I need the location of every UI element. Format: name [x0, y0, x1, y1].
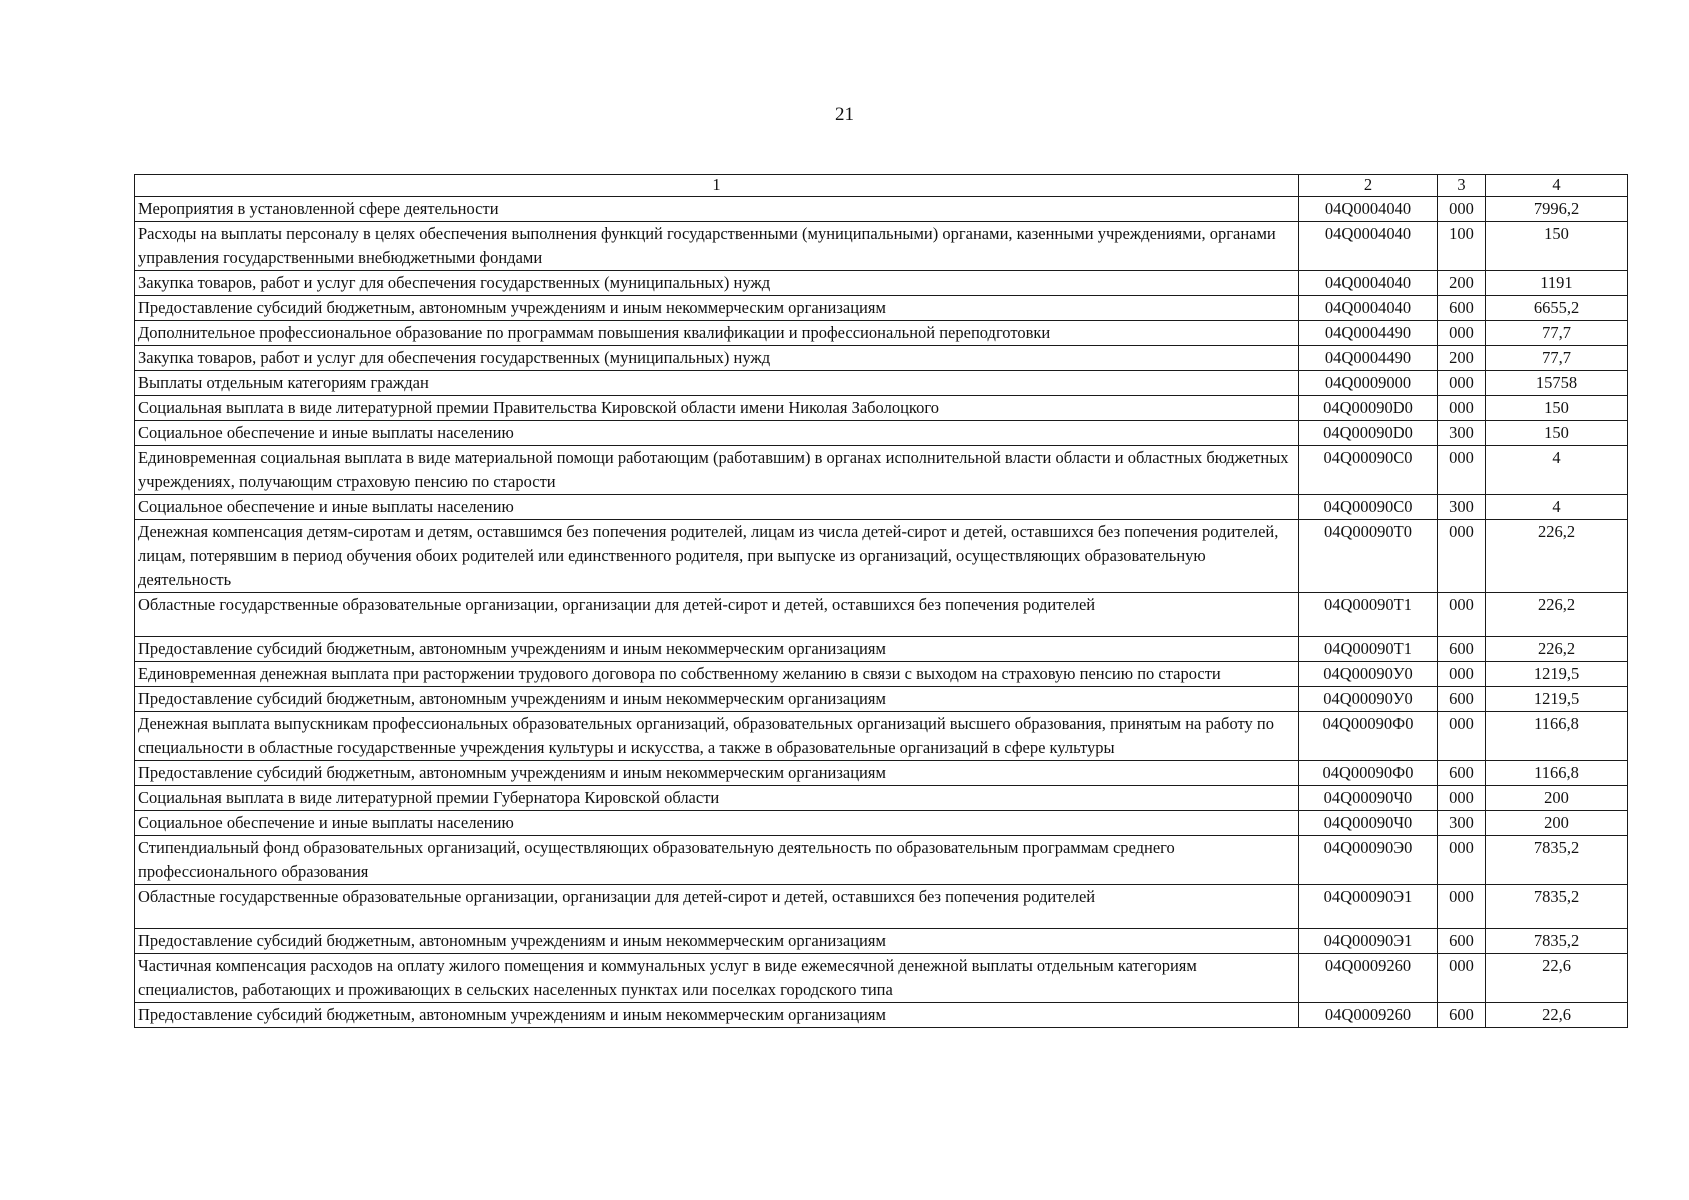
row-name-cell: Мероприятия в установленной сфере деятельности — [135, 197, 1299, 222]
table-row — [135, 662, 1628, 687]
row-name-cell: Социальное обеспечение и иные выплаты населению — [135, 811, 1299, 836]
row-code-cell: 04Q00090Ч0 — [1299, 811, 1438, 836]
table-row — [135, 495, 1628, 520]
row-type-cell: 600 — [1438, 929, 1486, 954]
row-code-cell: 04Q0009260 — [1299, 954, 1438, 1003]
row-name-cell: Стипендиальный фонд образовательных организаций, осуществляющих образовательную деятельность по образовательным программам среднего профессионального образования — [135, 836, 1299, 885]
row-type-cell: 600 — [1438, 637, 1486, 662]
header-col-2: 2 — [1299, 175, 1438, 197]
row-sum-cell: 150 — [1486, 396, 1628, 421]
row-sum-cell: 77,7 — [1486, 321, 1628, 346]
row-name-cell: Предоставление субсидий бюджетным, автономным учреждениям и иным некоммерческим организациям — [135, 637, 1299, 662]
row-sum-cell: 1219,5 — [1486, 662, 1628, 687]
table-row — [135, 687, 1628, 712]
table-row — [135, 321, 1628, 346]
row-type-cell: 000 — [1438, 712, 1486, 761]
row-type-cell: 000 — [1438, 321, 1486, 346]
row-sum-cell: 4 — [1486, 495, 1628, 520]
row-code-cell: 04Q0004040 — [1299, 271, 1438, 296]
row-sum-cell: 226,2 — [1486, 637, 1628, 662]
row-sum-cell: 22,6 — [1486, 954, 1628, 1003]
row-name-cell: Закупка товаров, работ и услуг для обеспечения государственных (муниципальных) нужд — [135, 271, 1299, 296]
row-sum-cell: 200 — [1486, 786, 1628, 811]
row-name-cell: Частичная компенсация расходов на оплату жилого помещения и коммунальных услуг в виде ежемесячной денежной выплаты отдельным категориям специалистов, работающих и проживающих в сельских населенных пунктах или поселках городского типа — [135, 954, 1299, 1003]
row-sum-cell: 15758 — [1486, 371, 1628, 396]
row-code-cell: 04Q0004490 — [1299, 346, 1438, 371]
table-row — [135, 637, 1628, 662]
row-type-cell: 000 — [1438, 197, 1486, 222]
table-row — [135, 421, 1628, 446]
row-sum-cell: 22,6 — [1486, 1003, 1628, 1028]
row-type-cell: 300 — [1438, 811, 1486, 836]
row-type-cell: 600 — [1438, 687, 1486, 712]
row-code-cell: 04Q00090T1 — [1299, 593, 1438, 637]
table-row — [135, 811, 1628, 836]
row-type-cell: 000 — [1438, 396, 1486, 421]
table-row — [135, 446, 1628, 495]
row-type-cell: 200 — [1438, 346, 1486, 371]
table-row — [135, 761, 1628, 786]
row-type-cell: 600 — [1438, 296, 1486, 321]
row-name-cell: Расходы на выплаты персоналу в целях обеспечения выполнения функций государственными (муниципальными) органами, казенными учреждениями, органами управления государственными внебюджетными фондами — [135, 222, 1299, 271]
row-name-cell: Закупка товаров, работ и услуг для обеспечения государственных (муниципальных) нужд — [135, 346, 1299, 371]
row-name-cell: Предоставление субсидий бюджетным, автономным учреждениям и иным некоммерческим организациям — [135, 687, 1299, 712]
table-row — [135, 836, 1628, 885]
row-name-cell: Денежная компенсация детям-сиротам и детям, оставшимся без попечения родителей, лицам из числа детей-сирот и детей, оставшихся без попечения родителей, лицам, потерявшим в период обучения обоих родителей или единственного родителя, при выпуске из организаций, осуществляющих образовательную деятельность — [135, 520, 1299, 593]
row-name-cell: Денежная выплата выпускникам профессиональных образовательных организаций, образовательных организаций высшего образования, принятым на работу по специальности в областные государственные учреждения культуры и искусства, а также в образовательные организаций в сфере культуры — [135, 712, 1299, 761]
row-sum-cell: 1166,8 — [1486, 761, 1628, 786]
row-code-cell: 04Q00090У0 — [1299, 687, 1438, 712]
row-sum-cell: 7835,2 — [1486, 929, 1628, 954]
row-name-cell: Выплаты отдельным категориям граждан — [135, 371, 1299, 396]
row-name-cell: Областные государственные образовательные организации, организации для детей-сирот и детей, оставшихся без попечения родителей — [135, 593, 1299, 637]
row-sum-cell: 6655,2 — [1486, 296, 1628, 321]
row-code-cell: 04Q0004040 — [1299, 222, 1438, 271]
row-code-cell: 04Q00090Ч0 — [1299, 786, 1438, 811]
budget-table — [134, 174, 1628, 1028]
row-name-cell: Единовременная социальная выплата в виде материальной помощи работающим (работавшим) в органах исполнительной власти области и областных бюджетных учреждениях, получающим страховую пенсию по старости — [135, 446, 1299, 495]
row-type-cell: 200 — [1438, 271, 1486, 296]
row-code-cell: 04Q00090У0 — [1299, 662, 1438, 687]
table-row — [135, 296, 1628, 321]
row-type-cell: 000 — [1438, 446, 1486, 495]
row-sum-cell: 226,2 — [1486, 520, 1628, 593]
row-type-cell: 100 — [1438, 222, 1486, 271]
row-code-cell: 04Q00090T1 — [1299, 637, 1438, 662]
table-body — [135, 197, 1628, 1028]
row-sum-cell: 226,2 — [1486, 593, 1628, 637]
row-type-cell: 600 — [1438, 1003, 1486, 1028]
row-type-cell: 300 — [1438, 495, 1486, 520]
table-row — [135, 197, 1628, 222]
row-sum-cell: 1219,5 — [1486, 687, 1628, 712]
table-row — [135, 222, 1628, 271]
table-row — [135, 929, 1628, 954]
row-name-cell: Дополнительное профессиональное образование по программам повышения квалификации и профессиональной переподготовки — [135, 321, 1299, 346]
row-type-cell: 000 — [1438, 371, 1486, 396]
row-sum-cell: 4 — [1486, 446, 1628, 495]
row-sum-cell: 7835,2 — [1486, 885, 1628, 929]
table-row — [135, 371, 1628, 396]
row-code-cell: 04Q00090C0 — [1299, 446, 1438, 495]
table-row — [135, 712, 1628, 761]
row-type-cell: 300 — [1438, 421, 1486, 446]
row-sum-cell: 150 — [1486, 421, 1628, 446]
row-code-cell: 04Q0009000 — [1299, 371, 1438, 396]
table-row — [135, 396, 1628, 421]
row-code-cell: 04Q00090D0 — [1299, 421, 1438, 446]
table-header — [135, 175, 1628, 197]
row-name-cell: Предоставление субсидий бюджетным, автономным учреждениям и иным некоммерческим организациям — [135, 929, 1299, 954]
table-row — [135, 1003, 1628, 1028]
row-sum-cell: 77,7 — [1486, 346, 1628, 371]
row-sum-cell: 1166,8 — [1486, 712, 1628, 761]
row-code-cell: 04Q00090Э1 — [1299, 885, 1438, 929]
table-row — [135, 954, 1628, 1003]
row-name-cell: Предоставление субсидий бюджетным, автономным учреждениям и иным некоммерческим организациям — [135, 296, 1299, 321]
row-code-cell: 04Q0004040 — [1299, 296, 1438, 321]
table-row — [135, 520, 1628, 593]
row-code-cell: 04Q00090Ф0 — [1299, 712, 1438, 761]
page-number: 21 — [835, 104, 854, 125]
row-sum-cell: 200 — [1486, 811, 1628, 836]
header-col-3: 3 — [1438, 175, 1486, 197]
table-row — [135, 346, 1628, 371]
row-code-cell: 04Q00090T0 — [1299, 520, 1438, 593]
header-col-1: 1 — [135, 175, 1299, 197]
row-sum-cell: 1191 — [1486, 271, 1628, 296]
row-code-cell: 04Q00090Э1 — [1299, 929, 1438, 954]
row-code-cell: 04Q00090D0 — [1299, 396, 1438, 421]
table-row — [135, 786, 1628, 811]
row-code-cell: 04Q00090Ф0 — [1299, 761, 1438, 786]
row-name-cell: Социальная выплата в виде литературной премии Правительства Кировской области имени Николая Заболоцкого — [135, 396, 1299, 421]
row-type-cell: 000 — [1438, 786, 1486, 811]
row-name-cell: Предоставление субсидий бюджетным, автономным учреждениям и иным некоммерческим организациям — [135, 761, 1299, 786]
row-code-cell: 04Q0004490 — [1299, 321, 1438, 346]
table-row — [135, 271, 1628, 296]
row-sum-cell: 150 — [1486, 222, 1628, 271]
table-row — [135, 885, 1628, 929]
row-name-cell: Единовременная денежная выплата при расторжении трудового договора по собственному желанию в связи с выходом на страховую пенсию по старости — [135, 662, 1299, 687]
row-type-cell: 000 — [1438, 954, 1486, 1003]
row-sum-cell: 7835,2 — [1486, 836, 1628, 885]
row-code-cell: 04Q0004040 — [1299, 197, 1438, 222]
row-type-cell: 000 — [1438, 836, 1486, 885]
table-row — [135, 593, 1628, 637]
header-row — [135, 175, 1628, 197]
row-type-cell: 000 — [1438, 593, 1486, 637]
row-name-cell: Социальная выплата в виде литературной премии Губернатора Кировской области — [135, 786, 1299, 811]
row-code-cell: 04Q00090Э0 — [1299, 836, 1438, 885]
row-name-cell: Предоставление субсидий бюджетным, автономным учреждениям и иным некоммерческим организациям — [135, 1003, 1299, 1028]
row-type-cell: 000 — [1438, 662, 1486, 687]
row-sum-cell: 7996,2 — [1486, 197, 1628, 222]
row-name-cell: Социальное обеспечение и иные выплаты населению — [135, 495, 1299, 520]
row-type-cell: 000 — [1438, 520, 1486, 593]
row-type-cell: 000 — [1438, 885, 1486, 929]
row-code-cell: 04Q00090C0 — [1299, 495, 1438, 520]
row-name-cell: Областные государственные образовательные организации, организации для детей-сирот и детей, оставшихся без попечения родителей — [135, 885, 1299, 929]
row-code-cell: 04Q0009260 — [1299, 1003, 1438, 1028]
header-col-4: 4 — [1486, 175, 1628, 197]
row-type-cell: 600 — [1438, 761, 1486, 786]
row-name-cell: Социальное обеспечение и иные выплаты населению — [135, 421, 1299, 446]
